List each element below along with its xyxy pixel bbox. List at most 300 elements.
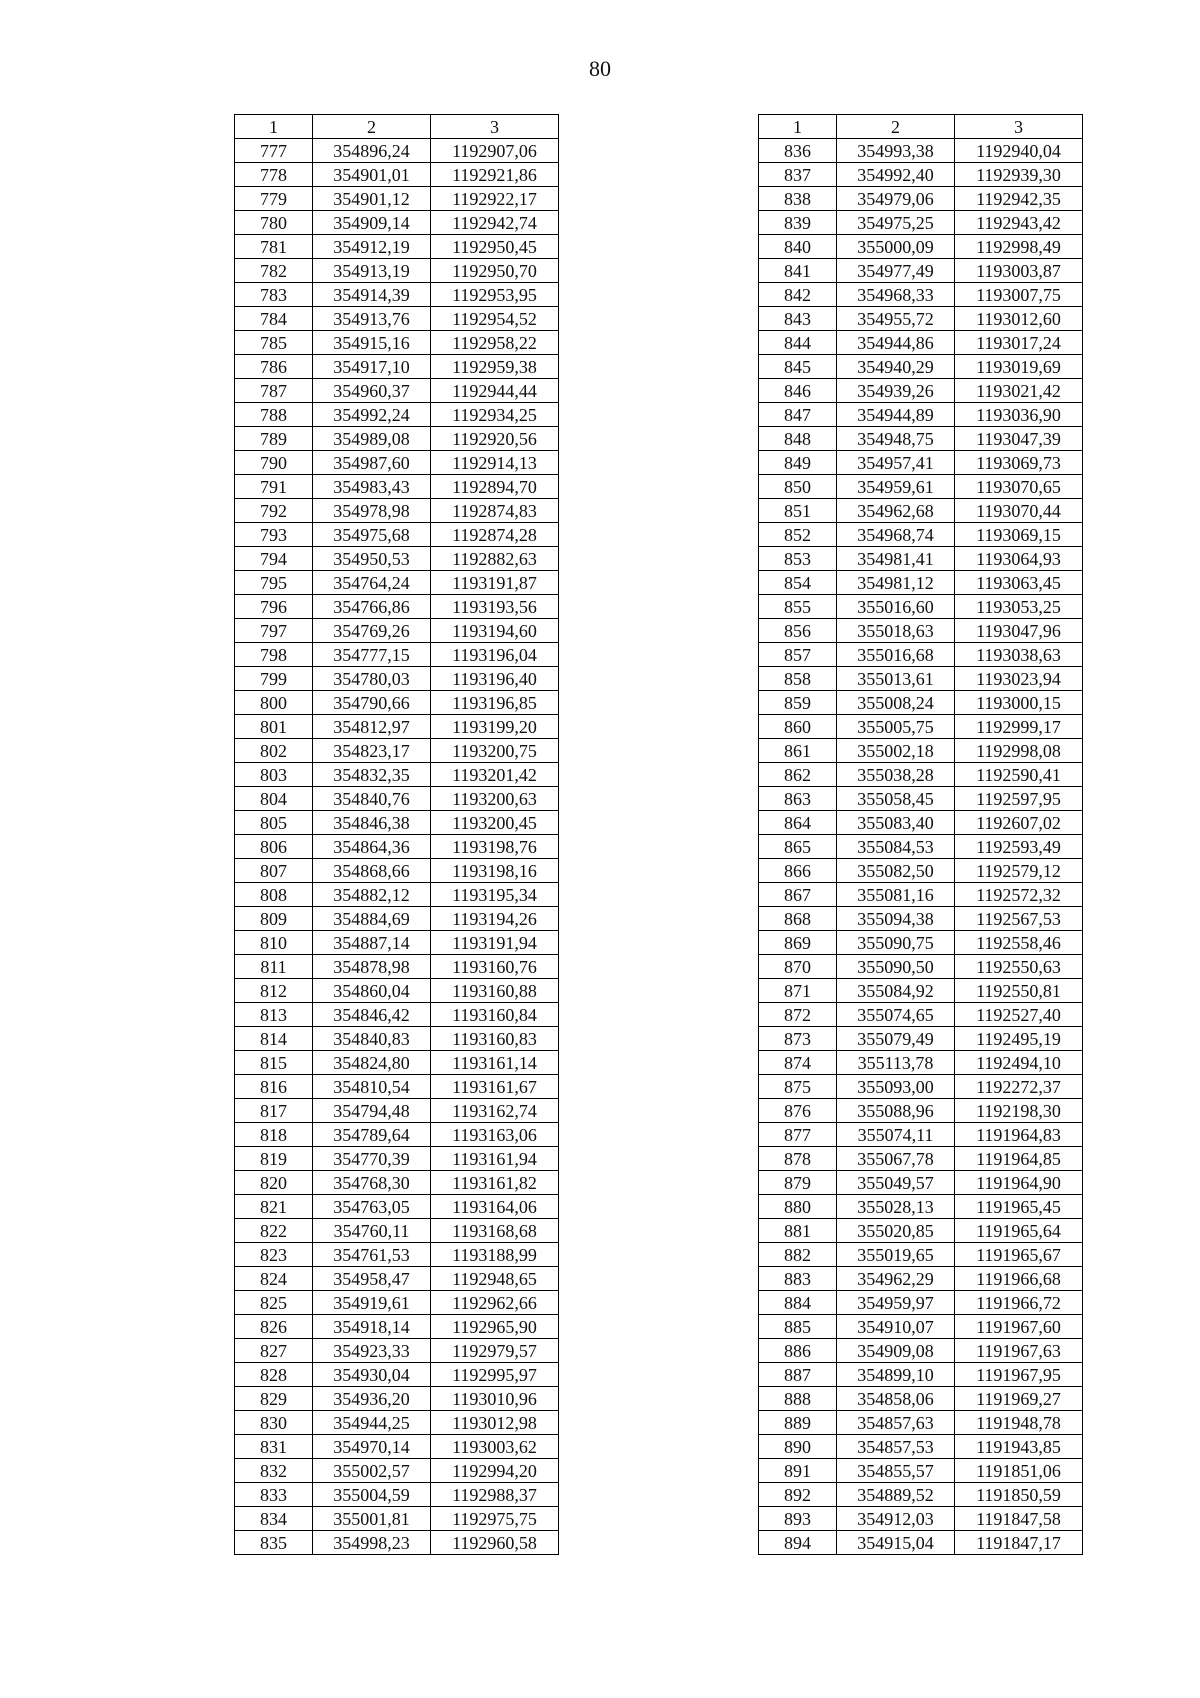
table-row: [759, 1075, 1083, 1099]
table-row: [759, 1411, 1083, 1435]
y-coordinate-cell: 1191967,95: [955, 1363, 1083, 1387]
y-coordinate-cell: 1193164,06: [431, 1195, 559, 1219]
point-number-cell: 814: [235, 1027, 313, 1051]
table-row: [759, 787, 1083, 811]
y-coordinate-cell: 1193047,39: [955, 427, 1083, 451]
column-header: 1: [759, 115, 837, 139]
table-row: [235, 763, 559, 787]
table-row: [235, 523, 559, 547]
x-coordinate-cell: 355074,65: [837, 1003, 955, 1027]
table-row: [235, 1027, 559, 1051]
x-coordinate-cell: 354857,53: [837, 1435, 955, 1459]
table-row: [235, 1531, 559, 1555]
x-coordinate-cell: 354917,10: [313, 355, 431, 379]
point-number-cell: 799: [235, 667, 313, 691]
x-coordinate-cell: 354962,68: [837, 499, 955, 523]
point-number-cell: 883: [759, 1267, 837, 1291]
x-coordinate-cell: 354824,80: [313, 1051, 431, 1075]
x-coordinate-cell: 354959,97: [837, 1291, 955, 1315]
point-number-cell: 819: [235, 1147, 313, 1171]
table-row: [759, 619, 1083, 643]
table-row: [759, 211, 1083, 235]
point-number-cell: 785: [235, 331, 313, 355]
x-coordinate-cell: 354944,86: [837, 331, 955, 355]
y-coordinate-cell: 1191948,78: [955, 1411, 1083, 1435]
y-coordinate-cell: 1192874,28: [431, 523, 559, 547]
y-coordinate-cell: 1192953,95: [431, 283, 559, 307]
point-number-cell: 880: [759, 1195, 837, 1219]
y-coordinate-cell: 1193161,94: [431, 1147, 559, 1171]
y-coordinate-cell: 1192994,20: [431, 1459, 559, 1483]
point-number-cell: 832: [235, 1459, 313, 1483]
table-row: [235, 259, 559, 283]
y-coordinate-cell: 1192944,44: [431, 379, 559, 403]
column-header: 2: [313, 115, 431, 139]
y-coordinate-cell: 1193038,63: [955, 643, 1083, 667]
table-row: [759, 1003, 1083, 1027]
x-coordinate-cell: 355028,13: [837, 1195, 955, 1219]
y-coordinate-cell: 1193036,90: [955, 403, 1083, 427]
table-row: [759, 259, 1083, 283]
y-coordinate-cell: 1192959,38: [431, 355, 559, 379]
y-coordinate-cell: 1193199,20: [431, 715, 559, 739]
x-coordinate-cell: 354975,25: [837, 211, 955, 235]
x-coordinate-cell: 354901,01: [313, 163, 431, 187]
y-coordinate-cell: 1192954,52: [431, 307, 559, 331]
table-row: [759, 979, 1083, 1003]
table-row: [759, 1531, 1083, 1555]
table-row: [759, 667, 1083, 691]
y-coordinate-cell: 1193010,96: [431, 1387, 559, 1411]
y-coordinate-cell: 1193200,63: [431, 787, 559, 811]
point-number-cell: 878: [759, 1147, 837, 1171]
table-row: [759, 1459, 1083, 1483]
table-row: [235, 211, 559, 235]
y-coordinate-cell: 1193168,68: [431, 1219, 559, 1243]
table-row: [759, 859, 1083, 883]
table-row: [235, 1411, 559, 1435]
x-coordinate-cell: 354777,15: [313, 643, 431, 667]
x-coordinate-cell: 354981,12: [837, 571, 955, 595]
y-coordinate-cell: 1192894,70: [431, 475, 559, 499]
x-coordinate-cell: 354858,06: [837, 1387, 955, 1411]
x-coordinate-cell: 354919,61: [313, 1291, 431, 1315]
point-number-cell: 783: [235, 283, 313, 307]
y-coordinate-cell: 1193021,42: [955, 379, 1083, 403]
y-coordinate-cell: 1193163,06: [431, 1123, 559, 1147]
y-coordinate-cell: 1193196,85: [431, 691, 559, 715]
point-number-cell: 892: [759, 1483, 837, 1507]
x-coordinate-cell: 354878,98: [313, 955, 431, 979]
point-number-cell: 792: [235, 499, 313, 523]
x-coordinate-cell: 354860,04: [313, 979, 431, 1003]
x-coordinate-cell: 354846,42: [313, 1003, 431, 1027]
table-row: [759, 403, 1083, 427]
y-coordinate-cell: 1192567,53: [955, 907, 1083, 931]
x-coordinate-cell: 355020,85: [837, 1219, 955, 1243]
point-number-cell: 822: [235, 1219, 313, 1243]
column-header: 3: [431, 115, 559, 139]
table-row: [235, 475, 559, 499]
table-row: [235, 307, 559, 331]
table-row: [759, 595, 1083, 619]
point-number-cell: 825: [235, 1291, 313, 1315]
column-header: 3: [955, 115, 1083, 139]
x-coordinate-cell: 354864,36: [313, 835, 431, 859]
table-row: [235, 547, 559, 571]
table-row: [235, 499, 559, 523]
point-number-cell: 877: [759, 1123, 837, 1147]
point-number-cell: 847: [759, 403, 837, 427]
y-coordinate-cell: 1191943,85: [955, 1435, 1083, 1459]
table-row: [235, 1363, 559, 1387]
table-row: [235, 1099, 559, 1123]
x-coordinate-cell: 354978,98: [313, 499, 431, 523]
point-number-cell: 864: [759, 811, 837, 835]
x-coordinate-cell: 355081,16: [837, 883, 955, 907]
table-row: [759, 1123, 1083, 1147]
coordinates-table-left: [234, 114, 559, 1555]
x-coordinate-cell: 355067,78: [837, 1147, 955, 1171]
table-row: [759, 547, 1083, 571]
y-coordinate-cell: 1193161,67: [431, 1075, 559, 1099]
table-row: [235, 811, 559, 835]
point-number-cell: 788: [235, 403, 313, 427]
x-coordinate-cell: 354764,24: [313, 571, 431, 595]
y-coordinate-cell: 1193003,87: [955, 259, 1083, 283]
table-row: [759, 523, 1083, 547]
x-coordinate-cell: 354769,26: [313, 619, 431, 643]
point-number-cell: 872: [759, 1003, 837, 1027]
x-coordinate-cell: 354936,20: [313, 1387, 431, 1411]
point-number-cell: 840: [759, 235, 837, 259]
table-row: [759, 235, 1083, 259]
point-number-cell: 818: [235, 1123, 313, 1147]
y-coordinate-cell: 1191847,17: [955, 1531, 1083, 1555]
point-number-cell: 854: [759, 571, 837, 595]
table-row: [235, 451, 559, 475]
y-coordinate-cell: 1191850,59: [955, 1483, 1083, 1507]
table-row: [235, 1075, 559, 1099]
point-number-cell: 874: [759, 1051, 837, 1075]
table-row: [759, 1099, 1083, 1123]
table-row: [235, 235, 559, 259]
x-coordinate-cell: 355094,38: [837, 907, 955, 931]
table-row: [759, 379, 1083, 403]
y-coordinate-cell: 1192874,83: [431, 499, 559, 523]
point-number-cell: 797: [235, 619, 313, 643]
x-coordinate-cell: 354812,97: [313, 715, 431, 739]
point-number-cell: 861: [759, 739, 837, 763]
x-coordinate-cell: 354761,53: [313, 1243, 431, 1267]
y-coordinate-cell: 1192965,90: [431, 1315, 559, 1339]
point-number-cell: 849: [759, 451, 837, 475]
x-coordinate-cell: 355082,50: [837, 859, 955, 883]
point-number-cell: 863: [759, 787, 837, 811]
table-row: [759, 1267, 1083, 1291]
table-row: [235, 187, 559, 211]
y-coordinate-cell: 1193161,82: [431, 1171, 559, 1195]
x-coordinate-cell: 354975,68: [313, 523, 431, 547]
y-coordinate-cell: 1193063,45: [955, 571, 1083, 595]
point-number-cell: 809: [235, 907, 313, 931]
table-row: [235, 1051, 559, 1075]
x-coordinate-cell: 355008,24: [837, 691, 955, 715]
y-coordinate-cell: 1192579,12: [955, 859, 1083, 883]
y-coordinate-cell: 1191851,06: [955, 1459, 1083, 1483]
x-coordinate-cell: 355049,57: [837, 1171, 955, 1195]
y-coordinate-cell: 1192922,17: [431, 187, 559, 211]
x-coordinate-cell: 354766,86: [313, 595, 431, 619]
table-row: [759, 763, 1083, 787]
point-number-cell: 795: [235, 571, 313, 595]
x-coordinate-cell: 354918,14: [313, 1315, 431, 1339]
x-coordinate-cell: 354912,19: [313, 235, 431, 259]
table-row: [759, 355, 1083, 379]
point-number-cell: 857: [759, 643, 837, 667]
y-coordinate-cell: 1192920,56: [431, 427, 559, 451]
point-number-cell: 853: [759, 547, 837, 571]
y-coordinate-cell: 1193070,65: [955, 475, 1083, 499]
table-row: [759, 1147, 1083, 1171]
table-row: [235, 931, 559, 955]
point-number-cell: 831: [235, 1435, 313, 1459]
y-coordinate-cell: 1193200,45: [431, 811, 559, 835]
y-coordinate-cell: 1193019,69: [955, 355, 1083, 379]
table-row: [759, 1291, 1083, 1315]
table-row: [235, 163, 559, 187]
table-row: [759, 1171, 1083, 1195]
table-row: [235, 955, 559, 979]
y-coordinate-cell: 1192988,37: [431, 1483, 559, 1507]
table-row: [759, 1507, 1083, 1531]
x-coordinate-cell: 354780,03: [313, 667, 431, 691]
y-coordinate-cell: 1193160,84: [431, 1003, 559, 1027]
point-number-cell: 787: [235, 379, 313, 403]
point-number-cell: 876: [759, 1099, 837, 1123]
point-number-cell: 846: [759, 379, 837, 403]
y-coordinate-cell: 1193012,60: [955, 307, 1083, 331]
coordinates-table-right: [758, 114, 1083, 1555]
y-coordinate-cell: 1193161,14: [431, 1051, 559, 1075]
y-coordinate-cell: 1192943,42: [955, 211, 1083, 235]
y-coordinate-cell: 1193200,75: [431, 739, 559, 763]
x-coordinate-cell: 355084,53: [837, 835, 955, 859]
y-coordinate-cell: 1192272,37: [955, 1075, 1083, 1099]
point-number-cell: 871: [759, 979, 837, 1003]
y-coordinate-cell: 1192198,30: [955, 1099, 1083, 1123]
y-coordinate-cell: 1192958,22: [431, 331, 559, 355]
x-coordinate-cell: 355074,11: [837, 1123, 955, 1147]
point-number-cell: 823: [235, 1243, 313, 1267]
table-row: [759, 451, 1083, 475]
y-coordinate-cell: 1192942,35: [955, 187, 1083, 211]
x-coordinate-cell: 354896,24: [313, 139, 431, 163]
point-number-cell: 894: [759, 1531, 837, 1555]
table-row: [759, 1051, 1083, 1075]
point-number-cell: 778: [235, 163, 313, 187]
table-row: [235, 595, 559, 619]
table-row: [235, 1459, 559, 1483]
table-row: [759, 739, 1083, 763]
x-coordinate-cell: 355002,18: [837, 739, 955, 763]
x-coordinate-cell: 354955,72: [837, 307, 955, 331]
point-number-cell: 891: [759, 1459, 837, 1483]
y-coordinate-cell: 1192975,75: [431, 1507, 559, 1531]
x-coordinate-cell: 354981,41: [837, 547, 955, 571]
x-coordinate-cell: 354790,66: [313, 691, 431, 715]
point-number-cell: 893: [759, 1507, 837, 1531]
x-coordinate-cell: 354962,29: [837, 1267, 955, 1291]
point-number-cell: 869: [759, 931, 837, 955]
x-coordinate-cell: 354979,06: [837, 187, 955, 211]
table-row: [759, 1435, 1083, 1459]
table-row: [759, 163, 1083, 187]
point-number-cell: 782: [235, 259, 313, 283]
y-coordinate-cell: 1193053,25: [955, 595, 1083, 619]
y-coordinate-cell: 1191964,83: [955, 1123, 1083, 1147]
table-row: [235, 715, 559, 739]
y-coordinate-cell: 1192950,70: [431, 259, 559, 283]
table-row: [235, 379, 559, 403]
x-coordinate-cell: 354970,14: [313, 1435, 431, 1459]
point-number-cell: 803: [235, 763, 313, 787]
table-row: [235, 619, 559, 643]
point-number-cell: 833: [235, 1483, 313, 1507]
x-coordinate-cell: 354760,11: [313, 1219, 431, 1243]
y-coordinate-cell: 1193023,94: [955, 667, 1083, 691]
point-number-cell: 805: [235, 811, 313, 835]
point-number-cell: 859: [759, 691, 837, 715]
point-number-cell: 791: [235, 475, 313, 499]
table-row: [235, 1219, 559, 1243]
table-row: [759, 499, 1083, 523]
table-row: [759, 883, 1083, 907]
y-coordinate-cell: 1193000,15: [955, 691, 1083, 715]
point-number-cell: 850: [759, 475, 837, 499]
point-number-cell: 804: [235, 787, 313, 811]
y-coordinate-cell: 1191967,63: [955, 1339, 1083, 1363]
y-coordinate-cell: 1192942,74: [431, 211, 559, 235]
x-coordinate-cell: 355088,96: [837, 1099, 955, 1123]
table-row: [759, 1483, 1083, 1507]
y-coordinate-cell: 1193012,98: [431, 1411, 559, 1435]
point-number-cell: 844: [759, 331, 837, 355]
point-number-cell: 777: [235, 139, 313, 163]
table-row: [759, 1219, 1083, 1243]
y-coordinate-cell: 1192962,66: [431, 1291, 559, 1315]
x-coordinate-cell: 354983,43: [313, 475, 431, 499]
table-row: [759, 1243, 1083, 1267]
table-row: [759, 1387, 1083, 1411]
y-coordinate-cell: 1193188,99: [431, 1243, 559, 1267]
y-coordinate-cell: 1192593,49: [955, 835, 1083, 859]
table-row: [235, 283, 559, 307]
x-coordinate-cell: 354889,52: [837, 1483, 955, 1507]
point-number-cell: 829: [235, 1387, 313, 1411]
point-number-cell: 852: [759, 523, 837, 547]
point-number-cell: 800: [235, 691, 313, 715]
x-coordinate-cell: 354810,54: [313, 1075, 431, 1099]
table-row: [235, 739, 559, 763]
x-coordinate-cell: 354832,35: [313, 763, 431, 787]
point-number-cell: 810: [235, 931, 313, 955]
y-coordinate-cell: 1192494,10: [955, 1051, 1083, 1075]
page-number: 80: [589, 56, 611, 81]
y-coordinate-cell: 1192934,25: [431, 403, 559, 427]
point-number-cell: 866: [759, 859, 837, 883]
y-coordinate-cell: 1191847,58: [955, 1507, 1083, 1531]
point-number-cell: 845: [759, 355, 837, 379]
point-number-cell: 830: [235, 1411, 313, 1435]
x-coordinate-cell: 355004,59: [313, 1483, 431, 1507]
y-coordinate-cell: 1193196,40: [431, 667, 559, 691]
x-coordinate-cell: 355019,65: [837, 1243, 955, 1267]
y-coordinate-cell: 1193160,83: [431, 1027, 559, 1051]
x-coordinate-cell: 354901,12: [313, 187, 431, 211]
x-coordinate-cell: 355113,78: [837, 1051, 955, 1075]
y-coordinate-cell: 1193194,60: [431, 619, 559, 643]
table-row: [759, 715, 1083, 739]
x-coordinate-cell: 354840,83: [313, 1027, 431, 1051]
point-number-cell: 790: [235, 451, 313, 475]
y-coordinate-cell: 1193191,94: [431, 931, 559, 955]
x-coordinate-cell: 355079,49: [837, 1027, 955, 1051]
table-row: [235, 691, 559, 715]
y-coordinate-cell: 1192960,58: [431, 1531, 559, 1555]
point-number-cell: 784: [235, 307, 313, 331]
point-number-cell: 801: [235, 715, 313, 739]
table-row: [759, 307, 1083, 331]
point-number-cell: 838: [759, 187, 837, 211]
y-coordinate-cell: 1192939,30: [955, 163, 1083, 187]
point-number-cell: 884: [759, 1291, 837, 1315]
point-number-cell: 855: [759, 595, 837, 619]
point-number-cell: 835: [235, 1531, 313, 1555]
point-number-cell: 811: [235, 955, 313, 979]
table-row: [235, 1243, 559, 1267]
y-coordinate-cell: 1193193,56: [431, 595, 559, 619]
x-coordinate-cell: 355090,75: [837, 931, 955, 955]
point-number-cell: 851: [759, 499, 837, 523]
table-row: [759, 1315, 1083, 1339]
x-coordinate-cell: 355093,00: [837, 1075, 955, 1099]
y-coordinate-cell: 1191965,67: [955, 1243, 1083, 1267]
x-coordinate-cell: 354992,24: [313, 403, 431, 427]
table-header-row: [759, 115, 1083, 139]
x-coordinate-cell: 354944,89: [837, 403, 955, 427]
x-coordinate-cell: 354882,12: [313, 883, 431, 907]
y-coordinate-cell: 1191965,64: [955, 1219, 1083, 1243]
table-row: [759, 1195, 1083, 1219]
y-coordinate-cell: 1192950,45: [431, 235, 559, 259]
point-number-cell: 839: [759, 211, 837, 235]
point-number-cell: 802: [235, 739, 313, 763]
table-row: [759, 571, 1083, 595]
x-coordinate-cell: 354977,49: [837, 259, 955, 283]
x-coordinate-cell: 354998,23: [313, 1531, 431, 1555]
x-coordinate-cell: 354944,25: [313, 1411, 431, 1435]
table-row: [759, 1339, 1083, 1363]
x-coordinate-cell: 354940,29: [837, 355, 955, 379]
table-row: [235, 835, 559, 859]
x-coordinate-cell: 354960,37: [313, 379, 431, 403]
column-header: 1: [235, 115, 313, 139]
table-row: [235, 427, 559, 451]
point-number-cell: 826: [235, 1315, 313, 1339]
point-number-cell: 881: [759, 1219, 837, 1243]
y-coordinate-cell: 1191967,60: [955, 1315, 1083, 1339]
